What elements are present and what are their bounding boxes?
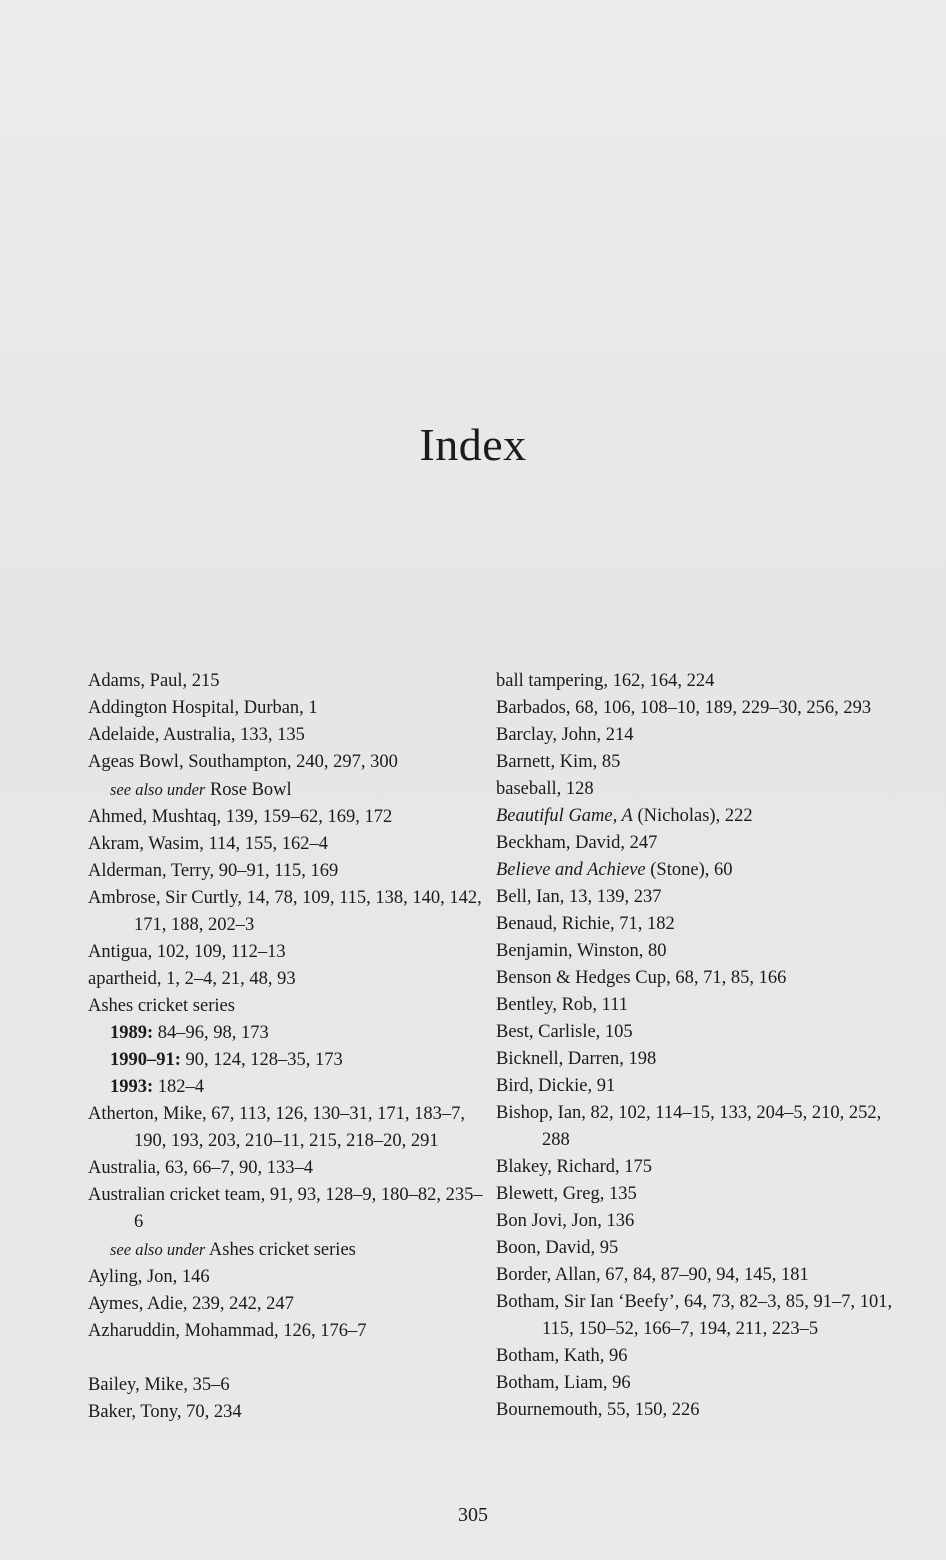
index-entry: Benson & Hedges Cup, 68, 71, 85, 166 [496, 968, 787, 988]
index-entry: Beckham, David, 247 [496, 833, 658, 853]
entry-pages: (Stone), 60 [645, 860, 733, 880]
subentry-year: 1990–91: [110, 1050, 181, 1070]
index-entry: Benaud, Richie, 71, 182 [496, 914, 675, 934]
index-entry: Bailey, Mike, 35–6 [88, 1375, 230, 1395]
index-entry: Australia, 63, 66–7, 90, 133–4 [88, 1158, 314, 1178]
index-entry: Ashes cricket series [88, 996, 235, 1016]
index-entry: baseball, 128 [496, 779, 594, 799]
index-entry: Botham, Sir Ian ‘Beefy’, 64, 73, 82–3, 85, 91–7, 101, 115, 150–52, 166–7, 194, 211, 223–5 [496, 1292, 893, 1339]
index-entry: Ayling, Jon, 146 [88, 1267, 210, 1287]
index-entry: Adams, Paul, 215 [88, 671, 220, 691]
index-entry: Bicknell, Darren, 198 [496, 1049, 657, 1069]
index-cross-reference [88, 1236, 488, 1264]
index-cross-reference [88, 776, 488, 804]
index-entry: Addington Hospital, Durban, 1 [88, 698, 318, 718]
page-title: Index [419, 419, 527, 470]
index-entry: Ambrose, Sir Curtly, 14, 78, 109, 115, 138, 140, 142, 171, 188, 202–3 [88, 888, 482, 935]
index-entry: Atherton, Mike, 67, 113, 126, 130–31, 171, 183–7, 190, 193, 203, 210–11, 215, 218–20, 291 [88, 1104, 466, 1151]
index-entry: Bishop, Ian, 82, 102, 114–15, 133, 204–5, 210, 252, 288 [496, 1103, 882, 1150]
index-entry: Bentley, Rob, 111 [496, 995, 629, 1015]
index-entry: Barclay, John, 214 [496, 725, 634, 745]
index-entry: Antigua, 102, 109, 112–13 [88, 942, 286, 962]
index-entry: Benjamin, Winston, 80 [496, 941, 667, 961]
cross-reference-target: Rose Bowl [205, 780, 292, 800]
index-entry: Alderman, Terry, 90–91, 115, 169 [88, 861, 339, 881]
index-column-right [496, 668, 906, 1424]
index-entry: Ageas Bowl, Southampton, 240, 297, 300 [88, 752, 398, 772]
subentry-pages: 84–96, 98, 173 [153, 1023, 269, 1043]
see-also-label: see also under [110, 780, 206, 799]
index-entry: Border, Allan, 67, 84, 87–90, 94, 145, 181 [496, 1265, 809, 1285]
index-entry: Ahmed, Mushtaq, 139, 159–62, 169, 172 [88, 807, 393, 827]
index-entry: Blakey, Richard, 175 [496, 1157, 653, 1177]
book-title: Beautiful Game, A [496, 806, 633, 826]
index-subentry [88, 1020, 488, 1047]
see-also-label: see also under [110, 1240, 206, 1259]
index-subentry [88, 1074, 488, 1101]
index-entry: Azharuddin, Mohammad, 126, 176–7 [88, 1321, 367, 1341]
index-entry: Blewett, Greg, 135 [496, 1184, 637, 1204]
index-entry [496, 857, 906, 884]
index-entry: Botham, Liam, 96 [496, 1373, 631, 1393]
index-entry: apartheid, 1, 2–4, 21, 48, 93 [88, 969, 296, 989]
book-title: Believe and Achieve [496, 860, 646, 880]
index-entry: Bird, Dickie, 91 [496, 1076, 616, 1096]
index-entry: Australian cricket team, 91, 93, 128–9, 180–82, 235–6 [88, 1185, 483, 1232]
subentry-pages: 182–4 [153, 1077, 205, 1097]
index-entry: Bell, Ian, 13, 139, 237 [496, 887, 662, 907]
index-entry: Boon, David, 95 [496, 1238, 619, 1258]
index-entry: Adelaide, Australia, 133, 135 [88, 725, 305, 745]
index-entry: Best, Carlisle, 105 [496, 1022, 633, 1042]
subentry-year: 1993: [110, 1077, 154, 1097]
index-entry: Baker, Tony, 70, 234 [88, 1402, 242, 1422]
subentry-year: 1989: [110, 1023, 154, 1043]
index-entry: Bon Jovi, Jon, 136 [496, 1211, 635, 1231]
cross-reference-target: Ashes cricket series [205, 1240, 356, 1260]
index-entry: Barnett, Kim, 85 [496, 752, 621, 772]
index-entry: Botham, Kath, 96 [496, 1346, 628, 1366]
index-entry: ball tampering, 162, 164, 224 [496, 671, 715, 691]
entry-pages: (Nicholas), 222 [632, 806, 753, 826]
index-subentry [88, 1047, 488, 1074]
index-entry: Aymes, Adie, 239, 242, 247 [88, 1294, 294, 1314]
subentry-pages: 90, 124, 128–35, 173 [180, 1050, 343, 1070]
index-column-left [88, 668, 488, 1426]
page-number: 305 [458, 1504, 488, 1526]
index-entry: Barbados, 68, 106, 108–10, 189, 229–30, 256, 293 [496, 698, 872, 718]
index-entry: Akram, Wasim, 114, 155, 162–4 [88, 834, 329, 854]
index-entry: Bournemouth, 55, 150, 226 [496, 1400, 700, 1420]
index-entry [496, 803, 906, 830]
